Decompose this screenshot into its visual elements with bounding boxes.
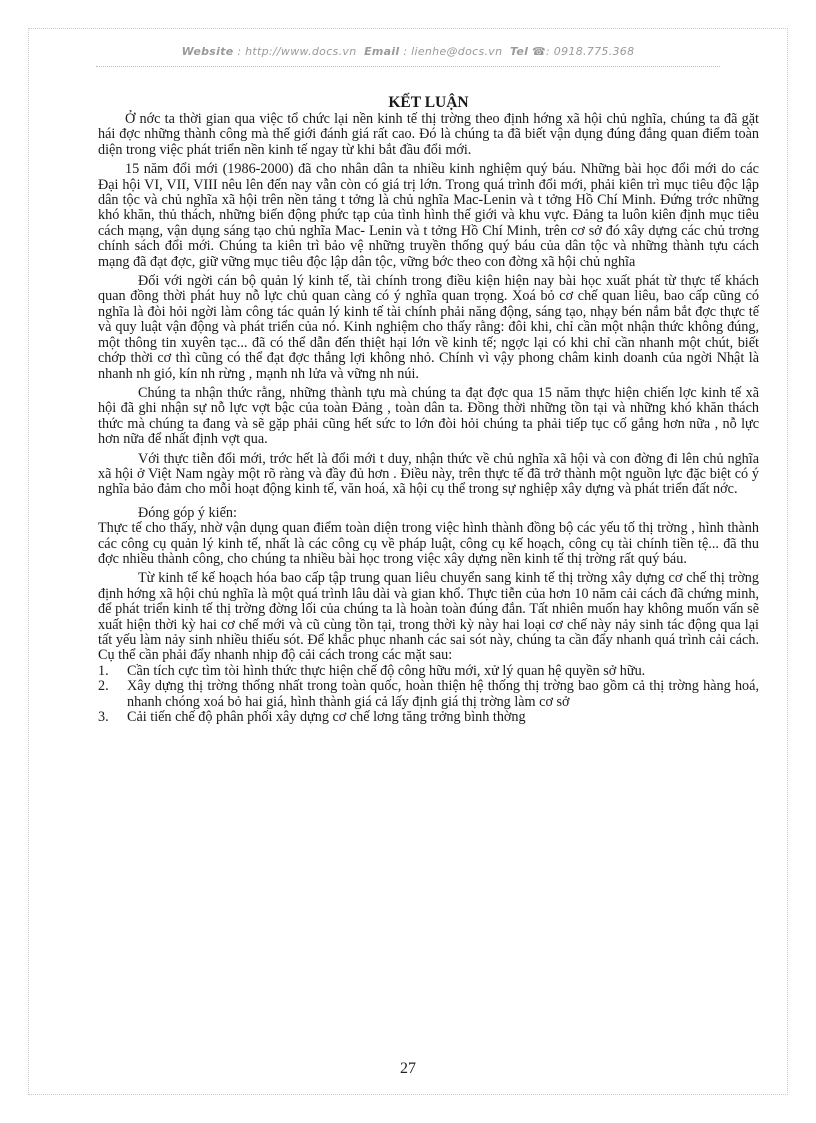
tel-label: Tel	[509, 45, 529, 58]
email-label: Email	[364, 45, 400, 58]
paragraph: Chúng ta nhận thức rằng, những thành tựu mà chúng ta đạt đợc qua 15 năm thực hiện chiến lợc kinh tế xã hội đã ghi nhận sự nỗ lực vợt bậc của toàn Đảng , toàn dân ta. Đồng thời những tồn tại và những khó khăn thách thức mà chúng ta đang và sẽ gặp phải cũng hết sức to lớn đòi hỏi chúng ta phải tiếp tục cố gắng hơn nữa , nỗ lực hơn nữa để nhất định vợt qua.	[98, 384, 759, 448]
tel-value: : 0918.775.368	[546, 45, 635, 58]
page-title: KẾT LUẬN	[388, 94, 469, 111]
phone-icon: ☎	[531, 45, 546, 58]
list-item-number: 1.	[98, 662, 109, 679]
list-item-number: 3.	[98, 709, 109, 726]
document-body	[98, 94, 759, 725]
list-item-text: Cải tiến chế độ phân phối xây dựng cơ chế lơng tăng trởng bình thờng	[127, 709, 526, 726]
email-value: : lienhe@docs.vn	[403, 45, 503, 58]
paragraph: Với thực tiễn đổi mới, trớc hết là đổi mới t duy, nhận thức về chủ nghĩa xã hội và con đờng đi lên chủ nghĩa xã hội ở Việt Nam ngày một rõ ràng và đầy đủ hơn . Điều này, trên thực tế đã trở thành một nguồn lực đặc biệt có ý nghĩa bảo đảm cho mỗi hoạt động kinh tế, văn hoá, xã hội cụ thể trong sự nghiệp xây dựng và phát triển đất nớc.	[98, 450, 759, 498]
paragraph: Thực tế cho thấy, nhờ vận dụng quan điểm toàn diện trong việc hình thành đồng bộ các yếu tố thị trờng , hình thành các công cụ quản lý kinh tế, nhất là các công cụ về pháp luật, công cụ kế hoạch, công cụ tài chính tiền tệ... đã thu đợc nhiều thành công, cho chúng ta nhiều bài học trong việc xây dựng nền kinh tế thị trờng rất quý báu.	[98, 520, 759, 567]
page-header	[0, 45, 816, 58]
list-item	[98, 679, 759, 710]
website-url: : http://www.docs.vn	[237, 45, 357, 58]
list-item	[98, 710, 759, 725]
section-heading: Đóng góp ý kiến:	[138, 504, 237, 521]
list-item	[98, 664, 759, 679]
paragraph: Ở nớc ta thời gian qua việc tổ chức lại nền kinh tế thị trờng theo định hớng xã hội chủ nghĩa, chúng ta đã gặt hái đợc những thành công mà thế giới đánh giá rất cao. Đó là chúng ta đã biết vận dụng đúng đắng quan điểm toàn diện trong việc phát triển nền kinh tế ngay từ khi bắt đầu đổi mới.	[98, 111, 759, 158]
paragraph: 15 năm đổi mới (1986-2000) đã cho nhân dân ta nhiều kinh nghiệm quý báu. Những bài học đổi mới do các Đại hội VI, VII, VIII nêu lên đến nay vẫn còn có giá trị lớn. Trong quá trình đổi mới, phải kiên trì mục tiêu độc lập dân tộc và chủ nghĩa xã hội trên nền tảng t tởng là chủ nghĩa Mac-Lenin và t tởng Hồ Chí Minh. Đứng trớc những khó khăn, thủ thách, những biến động phức tạp của tình hình thế giới và khu vực. Đảng ta luôn kiên định mục tiêu cách mạng, vận dụng sáng tạo chủ nghĩa Mac- Lenin và t tởng Hồ Chí Minh, trên cơ sở đó xây dựng các chủ trơng chính sách đổi mới. Chúng ta kiên trì bảo vệ những truyền thống quý báu của dân tộc và những thành tựu cách mạng đã đạt đợc, giữ vững mục tiêu độc lập dân tộc, vững bớc theo con đờng xã hội chủ nghĩa	[98, 161, 759, 270]
website-label: Website	[181, 45, 234, 58]
paragraph: Từ kinh tế kế hoạch hóa bao cấp tập trung quan liêu chuyển sang kinh tế thị trờng xây dựng cơ chế thị trờng định hớng xã hội chủ nghĩa là một quá trình lâu dài và gian khổ. Thực tiễn của hơn 10 năm cải cách đã chứng minh, để phát triển kinh tế thị trờng đờng lối của chúng ta là hoàn toàn đúng đắn. Tất nhiên muốn hay không muốn vấn sẽ xuất hiện thời kỳ hai cơ chế mới và cũ cùng tồn tại, trong thời kỳ này hai loại cơ chế này nảy sinh tác động qua lại tất yếu làm nảy sinh nhiều thiếu sót. Để khắc phục nhanh các sai sót này, chúng ta cần đẩy nhanh quá trình cải cách. Cụ thể cần phải đẩy nhanh nhịp độ cải cách trong các mặt sau:	[98, 570, 759, 664]
paragraph: Đối với ngời cán bộ quản lý kinh tế, tài chính trong điều kiện hiện nay bài học xuất phát từ thực tế khách quan đồng thời phát huy nỗ lực chủ quan càng có ý nghĩa quan trọng. Xoá bỏ cơ chế quan liêu, bao cấp cũng có nghĩa là đòi hỏi ngời làm công tác quản lý kinh tế tài chính phải năng động, sáng tạo, nhạy bén nắm bắt đợc thực tế và quy luật vận động và phát triển của nó. Kinh nghiệm cho thấy rằng: đôi khi, chỉ cần một nhận thức không đúng, một thông tin xuyên tạc... đã có thể dẫn đến thiệt hại lớn về kinh tế; ngợc lại có khi chỉ cần nhanh một chút, biết chớp thời cơ thì cũng có thể đạt đợc thắng lợi không nhỏ. Chính vì vậy phong châm kinh doanh của ngời Nhật là nhanh nh gió, kín nh rừng , mạnh nh lửa và vững nh núi.	[98, 273, 759, 382]
header-divider	[96, 66, 720, 67]
list-item-text: Xây dựng thị trờng thống nhất trong toàn quốc, hoàn thiện hệ thống thị trờng bao gồm cả thị trờng hàng hoá, nhanh chóng xoá bỏ hai giá, hình thành giá cả lấy định giá thị trờng làm cơ sở	[127, 678, 759, 710]
list-item-number: 2.	[98, 678, 109, 695]
page-number: 27	[400, 1060, 416, 1077]
list-item-text: Cần tích cực tìm tòi hình thức thực hiện chế độ công hữu mới, xử lý quan hệ quyền sở hữu.	[127, 662, 646, 679]
numbered-list	[98, 664, 759, 726]
